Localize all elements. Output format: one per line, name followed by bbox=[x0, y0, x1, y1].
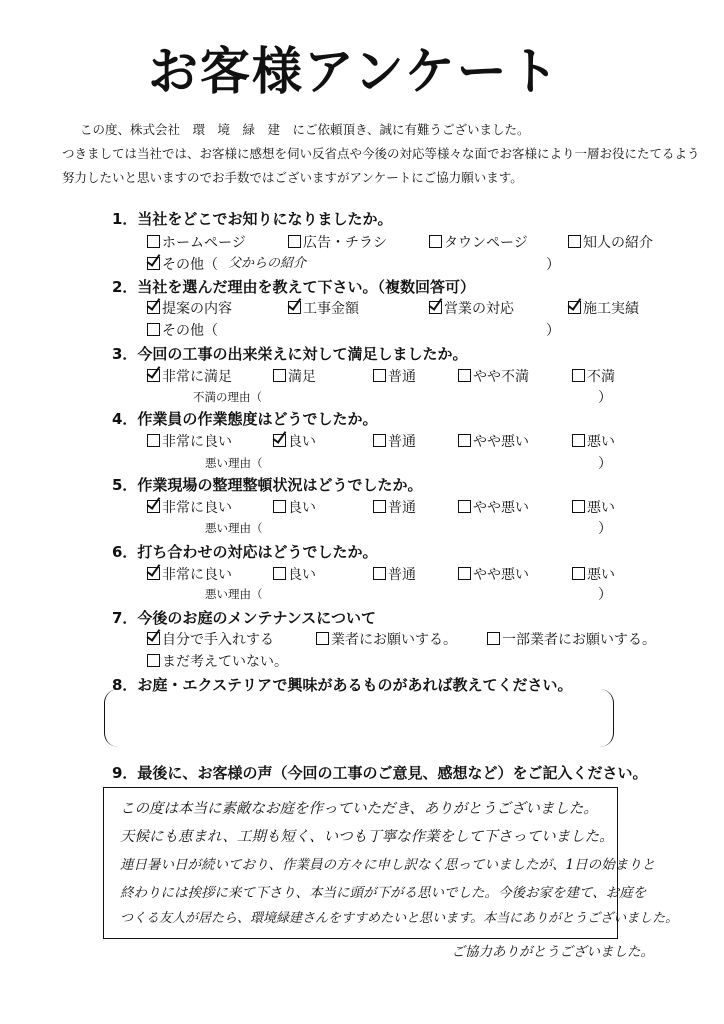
q9-handwritten-line-3: 連日暑い日が続いており、作業員の方々に申し訳なく思っていましたが、1日の始まりと bbox=[120, 857, 656, 873]
checkbox-icon[interactable] bbox=[273, 369, 286, 382]
q3-option-satisfied[interactable]: 満足 bbox=[273, 366, 316, 386]
q9-handwritten-line-2: 天候にも恵まれ、工期も短く、いつも丁寧な作業をして下さっていました。 bbox=[120, 829, 614, 845]
q2-option-other[interactable]: その他（ bbox=[147, 320, 218, 340]
checkbox-icon[interactable] bbox=[458, 500, 471, 513]
q5-option-good[interactable]: 良い bbox=[273, 497, 316, 517]
checkbox-icon[interactable] bbox=[458, 567, 471, 580]
checked-checkbox-icon[interactable] bbox=[147, 500, 160, 513]
q3-option-dissatisfied[interactable]: 不満 bbox=[572, 366, 615, 386]
q3-reason-label: 不満の理由（ bbox=[193, 390, 262, 404]
q7-option-contractor[interactable]: 業者にお願いする。 bbox=[316, 629, 457, 649]
q2-option-track-record[interactable]: 施工実績 bbox=[568, 298, 639, 318]
checkbox-icon[interactable] bbox=[373, 567, 386, 580]
q5-option-normal[interactable]: 普通 bbox=[373, 497, 416, 517]
q6-option-normal[interactable]: 普通 bbox=[373, 564, 416, 584]
question-1: 1．当社をどこでお知りになりましたか。 bbox=[112, 210, 393, 228]
checkbox-icon[interactable] bbox=[429, 235, 442, 248]
q5-close-paren: ） bbox=[598, 521, 612, 537]
q1-other-handwritten: 父からの紹介 bbox=[228, 256, 307, 271]
checkbox-icon[interactable] bbox=[147, 235, 160, 248]
checkbox-icon[interactable] bbox=[458, 369, 471, 382]
q9-handwritten-line-1: この度は本当に素敵なお庭を作っていただき、ありがとうございました。 bbox=[120, 801, 598, 817]
q6-option-good[interactable]: 良い bbox=[273, 564, 316, 584]
checkbox-icon[interactable] bbox=[568, 235, 581, 248]
q1-option-townpage[interactable]: タウンページ bbox=[429, 232, 528, 252]
q7-option-undecided[interactable]: まだ考えていない。 bbox=[147, 651, 288, 671]
checkbox-icon[interactable] bbox=[147, 323, 160, 336]
q6-close-paren: ） bbox=[598, 587, 612, 603]
q6-option-somewhat-bad[interactable]: やや悪い bbox=[458, 564, 529, 584]
page-title: お客様アンケート bbox=[148, 43, 561, 102]
q2-option-price[interactable]: 工事金額 bbox=[288, 298, 359, 318]
q4-option-bad[interactable]: 悪い bbox=[572, 431, 615, 451]
q4-close-paren: ） bbox=[598, 456, 612, 472]
checkbox-icon[interactable] bbox=[288, 235, 301, 248]
q4-option-good[interactable]: 良い bbox=[273, 431, 316, 451]
checkbox-icon[interactable] bbox=[316, 632, 329, 645]
checked-checkbox-icon[interactable] bbox=[429, 301, 442, 314]
checked-checkbox-icon[interactable] bbox=[273, 434, 286, 447]
q1-option-homepage[interactable]: ホームページ bbox=[147, 232, 246, 252]
intro-line-2: つきましては当社では、お客様に感想を伺い反省点や今後の対応等様々な面でお客様により一層お役にたてるよう bbox=[62, 146, 700, 161]
q5-option-bad[interactable]: 悪い bbox=[572, 497, 615, 517]
checked-checkbox-icon[interactable] bbox=[147, 567, 160, 580]
q2-option-sales[interactable]: 営業の対応 bbox=[429, 298, 514, 318]
q3-option-very-satisfied[interactable]: 非常に満足 bbox=[147, 366, 232, 386]
checked-checkbox-icon[interactable] bbox=[147, 257, 160, 270]
q3-option-somewhat-dissatisfied[interactable]: やや不満 bbox=[458, 366, 529, 386]
checkbox-icon[interactable] bbox=[273, 500, 286, 513]
checkbox-icon[interactable] bbox=[572, 434, 585, 447]
q1-option-other[interactable]: その他（ bbox=[147, 254, 218, 274]
q4-option-somewhat-bad[interactable]: やや悪い bbox=[458, 431, 529, 451]
checked-checkbox-icon[interactable] bbox=[147, 369, 160, 382]
q4-reason-label: 悪い理由（ bbox=[205, 456, 263, 470]
checked-checkbox-icon[interactable] bbox=[568, 301, 581, 314]
checkbox-icon[interactable] bbox=[147, 654, 160, 667]
q5-reason-label: 悪い理由（ bbox=[205, 521, 263, 535]
checkbox-icon[interactable] bbox=[373, 434, 386, 447]
q6-reason-label: 悪い理由（ bbox=[205, 587, 263, 601]
question-8: 8．お庭・エクステリアで興味があるものがあれば教えてください。 bbox=[112, 676, 573, 694]
q4-option-normal[interactable]: 普通 bbox=[373, 431, 416, 451]
q1-option-ad[interactable]: 広告・チラシ bbox=[288, 232, 387, 252]
q1-close-paren: ） bbox=[546, 257, 560, 273]
q5-option-very-good[interactable]: 非常に良い bbox=[147, 497, 232, 517]
q5-option-somewhat-bad[interactable]: やや悪い bbox=[458, 497, 529, 517]
question-6: 6．打ち合わせの対応はどうでしたか。 bbox=[112, 543, 378, 561]
question-5: 5．作業現場の整理整頓状況はどうでしたか。 bbox=[112, 476, 423, 494]
checkbox-icon[interactable] bbox=[373, 500, 386, 513]
q3-option-normal[interactable]: 普通 bbox=[373, 366, 416, 386]
q7-option-self[interactable]: 自分で手入れする bbox=[147, 629, 274, 649]
q8-answer-area[interactable] bbox=[104, 689, 614, 747]
q1-option-referral[interactable]: 知人の紹介 bbox=[568, 232, 653, 252]
checked-checkbox-icon[interactable] bbox=[147, 301, 160, 314]
q4-option-very-good[interactable]: 非常に良い bbox=[147, 431, 232, 451]
checkbox-icon[interactable] bbox=[572, 567, 585, 580]
intro-line-3: 努力したいと思いますのでお手数ではございますがアンケートにご協力願います。 bbox=[62, 170, 523, 185]
checkbox-icon[interactable] bbox=[572, 369, 585, 382]
checked-checkbox-icon[interactable] bbox=[147, 632, 160, 645]
question-9: 9．最後に、お客様の声（今回の工事のご意見、感想など）をご記入ください。 bbox=[112, 764, 648, 782]
question-3: 3．今回の工事の出来栄えに対して満足しましたか。 bbox=[112, 345, 468, 363]
checkbox-icon[interactable] bbox=[487, 632, 500, 645]
question-4: 4．作業員の作業態度はどうでしたか。 bbox=[112, 410, 378, 428]
q2-close-paren: ） bbox=[546, 323, 560, 339]
checked-checkbox-icon[interactable] bbox=[288, 301, 301, 314]
question-7: 7．今後のお庭のメンテナンスについて bbox=[112, 609, 376, 627]
question-2: 2．当社を選んだ理由を教えて下さい。（複数回答可） bbox=[112, 278, 475, 296]
q7-option-partial-contractor[interactable]: 一部業者にお願いする。 bbox=[487, 629, 656, 649]
q9-handwritten-line-4: 終わりには挨拶に来て下さり、本当に頭が下がる思いでした。今後お家を建て、お庭を bbox=[120, 885, 647, 901]
checkbox-icon[interactable] bbox=[147, 434, 160, 447]
checkbox-icon[interactable] bbox=[458, 434, 471, 447]
checkbox-icon[interactable] bbox=[373, 369, 386, 382]
q6-option-very-good[interactable]: 非常に良い bbox=[147, 564, 232, 584]
q3-close-paren: ） bbox=[598, 390, 612, 406]
checkbox-icon[interactable] bbox=[273, 567, 286, 580]
checkbox-icon[interactable] bbox=[572, 500, 585, 513]
q9-handwritten-line-5: つくる友人が居たら、環境緑建さんをすすめたいと思います。本当にありがとうございました。 bbox=[120, 911, 679, 926]
q2-option-proposal[interactable]: 提案の内容 bbox=[147, 298, 232, 318]
closing-thanks: ご協力ありがとうございました。 bbox=[451, 944, 654, 960]
intro-line-1: この度、株式会社 環 境 緑 建 にご依頼頂き、誠に有難うございました。 bbox=[80, 122, 530, 137]
q6-option-bad[interactable]: 悪い bbox=[572, 564, 615, 584]
